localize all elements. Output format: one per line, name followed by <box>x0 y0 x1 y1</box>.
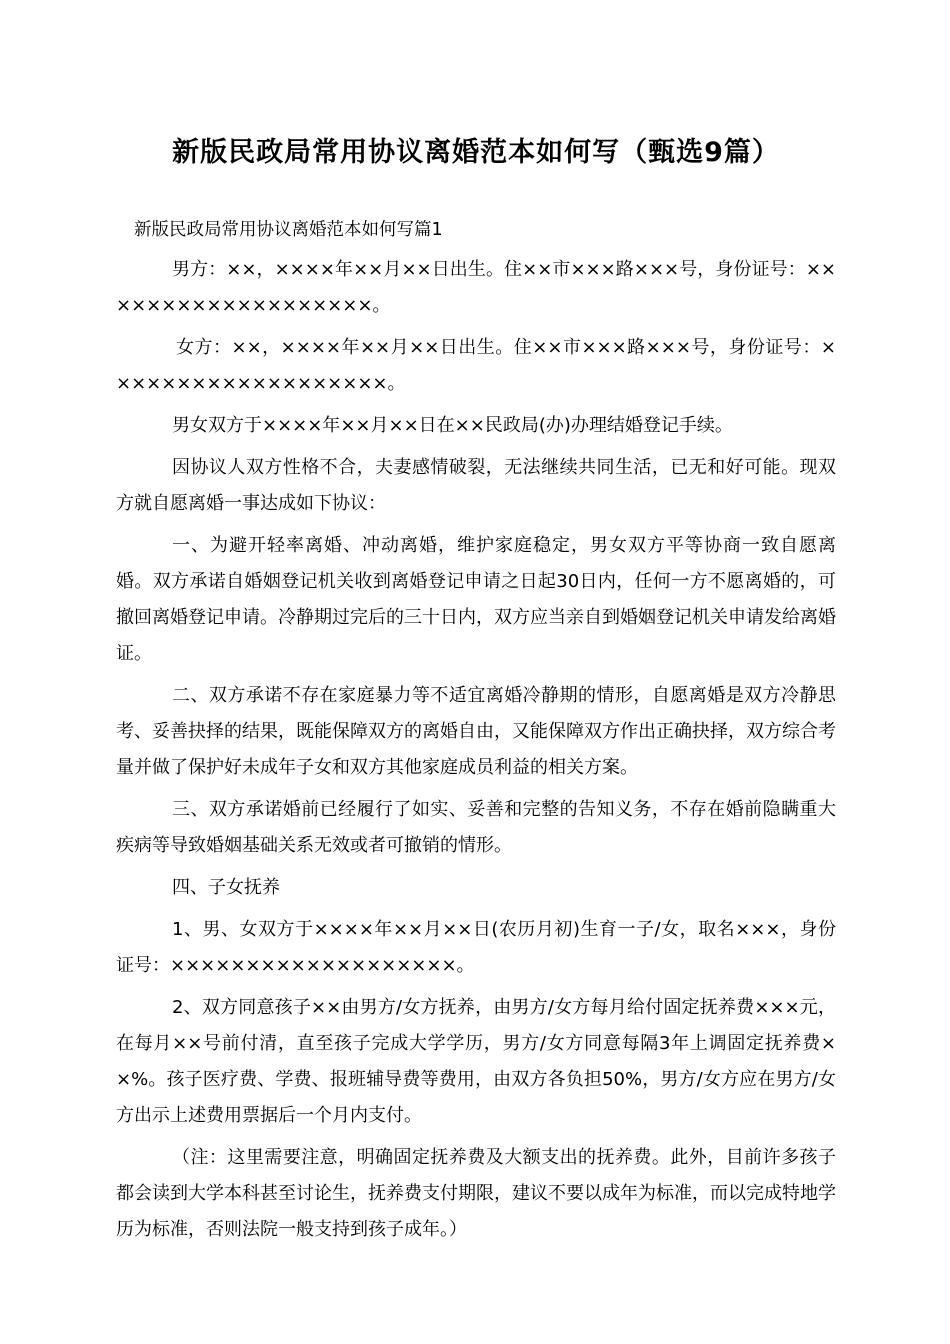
document-title: 新版民政局常用协议离婚范本如何写（甄选9篇） <box>172 137 780 168</box>
paragraph-child-birth: 1、男、女双方于××××年××月××日(农历月初)生育一子/女，取名×××，身份证号：×××××××××××××××××××。 <box>116 919 836 976</box>
document-body <box>116 252 836 1248</box>
paragraph-clause-2: 二、双方承诺不存在家庭暴力等不适宜离婚冷静期的情形，自愿离婚是双方冷静思考、妥善抉择的结果，既能保障双方的离婚自由，又能保障双方作出正确抉择，双方综合考量并做了保护好未成年子女和双方其他家庭成员利益的相关方案。 <box>116 685 836 778</box>
paragraph-divorce-reason: 因协议人双方性格不合，夫妻感情破裂，无法继续共同生活，已无和好可能。现双方就自愿离婚一事达成如下协议： <box>116 457 836 514</box>
paragraph-child-support: 2、双方同意孩子××由男方/女方抚养，由男方/女方每月给付固定抚养费×××元，在每月××号前付清，直至孩子完成大学学历，男方/女方同意每隔3年上调固定抚养费××%。孩子医疗费、学费、报班辅导费等费用，由双方各负担50%，男方/女方应在男方/女方出示上述费用票据后一个月内支付。 <box>116 997 836 1126</box>
paragraph-wife-info: 女方：××，××××年××月××日出生。住××市×××路×××号，身份证号：×××××××××××××××××××。 <box>116 337 836 394</box>
paragraph-marriage-registration: 男女双方于××××年××月××日在××民政局(办)办理结婚登记手续。 <box>172 415 733 436</box>
paragraph-note: （注：这里需要注意，明确固定抚养费及大额支出的抚养费。此外，目前许多孩子都会读到大学本科甚至讨论生，抚养费支付期限，建议不要以成年为标准，而以完成特地学历为标准，否则法院一般支持到孩子成年。） <box>116 1147 836 1240</box>
paragraph-clause-1: 一、为避开轻率离婚、冲动离婚，维护家庭稳定，男女双方平等协商一致自愿离婚。双方承诺自婚姻登记机关收到离婚登记申请之日起30日内，任何一方不愿离婚的，可撤回离婚登记申请。冷静期过完后的三十日内，双方应当亲自到婚姻登记机关申请发给离婚证。 <box>116 535 836 664</box>
paragraph-clause-4-heading: 四、子女抚养 <box>172 877 280 898</box>
paragraph-husband-info: 男方：××，××××年××月××日出生。住××市×××路×××号，身份证号：×××××××××××××××××××。 <box>116 259 836 316</box>
section-heading: 新版民政局常用协议离婚范本如何写篇1 <box>134 220 443 240</box>
paragraph-clause-3: 三、双方承诺婚前已经履行了如实、妥善和完整的告知义务，不存在婚前隐瞒重大疾病等导致婚姻基础关系无效或者可撤销的情形。 <box>116 799 836 856</box>
